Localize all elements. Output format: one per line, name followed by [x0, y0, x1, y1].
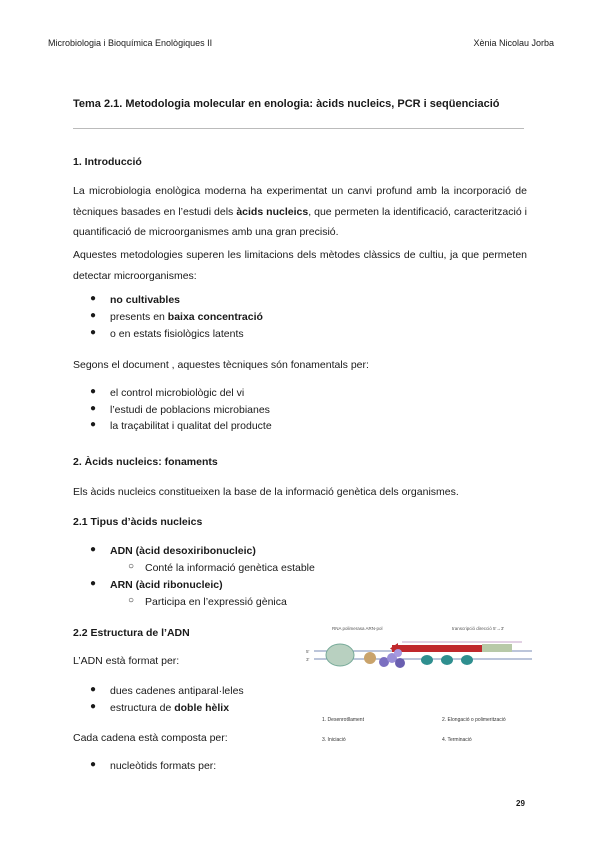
paragraph: Els àcids nucleics constitueixen la base de la informació genètica dels organismes. [73, 486, 459, 498]
list-item: ● l’estudi de poblacions microbianes [90, 403, 270, 416]
paragraph: L’ADN està format per: [73, 655, 180, 667]
section-heading: 2. Àcids nucleics: fonaments [73, 456, 218, 468]
list-item: ● ADN (àcid desoxiribonucleic) [90, 544, 256, 557]
strand-label: 3' [306, 657, 310, 662]
legend-item: 1. Desenrotllament [322, 717, 364, 723]
list-item: ● la traçabilitat i qualitat del producte [90, 419, 272, 432]
list-item: ● el control microbiològic del vi [90, 386, 245, 399]
list-item: ● nucleòtids formats per: [90, 759, 217, 772]
header-left: Microbiologia i Bioquímica Enològiques II [48, 38, 213, 48]
header-right: Xènia Nicolau Jorba [473, 38, 554, 48]
paragraph: Aquestes metodologies superen les limitacions dels mètodes clàssics de cultiu, ja que permeten detectar microorganismes: [73, 249, 527, 282]
list-item: ● no cultivables [90, 293, 181, 306]
subsection-heading: 2.1 Tipus d’àcids nucleics [73, 516, 203, 528]
list-item: ● o en estats fisiològics latents [90, 327, 244, 340]
title-divider [73, 128, 524, 129]
sub-list-item: ○ Participa en l’expressió gènica [128, 595, 287, 608]
figure-label: RNA polimerasa ARN-pol [332, 626, 383, 631]
paragraph: La microbiologia enològica moderna ha experimentat un canvi profund amb la incorporació de tècniques basades en l’estudi dels àcids nucleics, que permeten la identificació, caracterització i quantificació de microorganismes amb una gran precisió. [73, 185, 528, 238]
list-item: ● estructura de doble hèlix [90, 701, 230, 714]
list-item: ● presents en baixa concentració [90, 310, 263, 323]
sub-list-item: ○ Conté la informació genètica estable [128, 561, 315, 574]
section-heading: 1. Introducció [73, 156, 142, 168]
figure-label: transcripció direcció 5'→3' [452, 626, 505, 631]
legend-item: 4. Terminació [442, 737, 472, 743]
subsection-heading: 2.2 Estructura de l’ADN [73, 627, 190, 639]
legend-item: 3. Iniciació [322, 737, 346, 743]
paragraph: Cada cadena està composta per: [73, 732, 228, 744]
paragraph: Segons el document , aquestes tècniques són fonamentals per: [73, 359, 369, 371]
strand-label: 5' [306, 649, 310, 654]
page-number: 29 [516, 799, 525, 808]
list-item: ● ARN (àcid ribonucleic) [90, 578, 223, 591]
list-item: ● dues cadenes antiparal·leles [90, 684, 244, 697]
page-title: Tema 2.1. Metodologia molecular en enologia: àcids nucleics, PCR i seqüenciació [73, 98, 500, 110]
legend-item: 2. Elongació o polimerització [442, 717, 506, 723]
dna-diagram [302, 618, 538, 763]
